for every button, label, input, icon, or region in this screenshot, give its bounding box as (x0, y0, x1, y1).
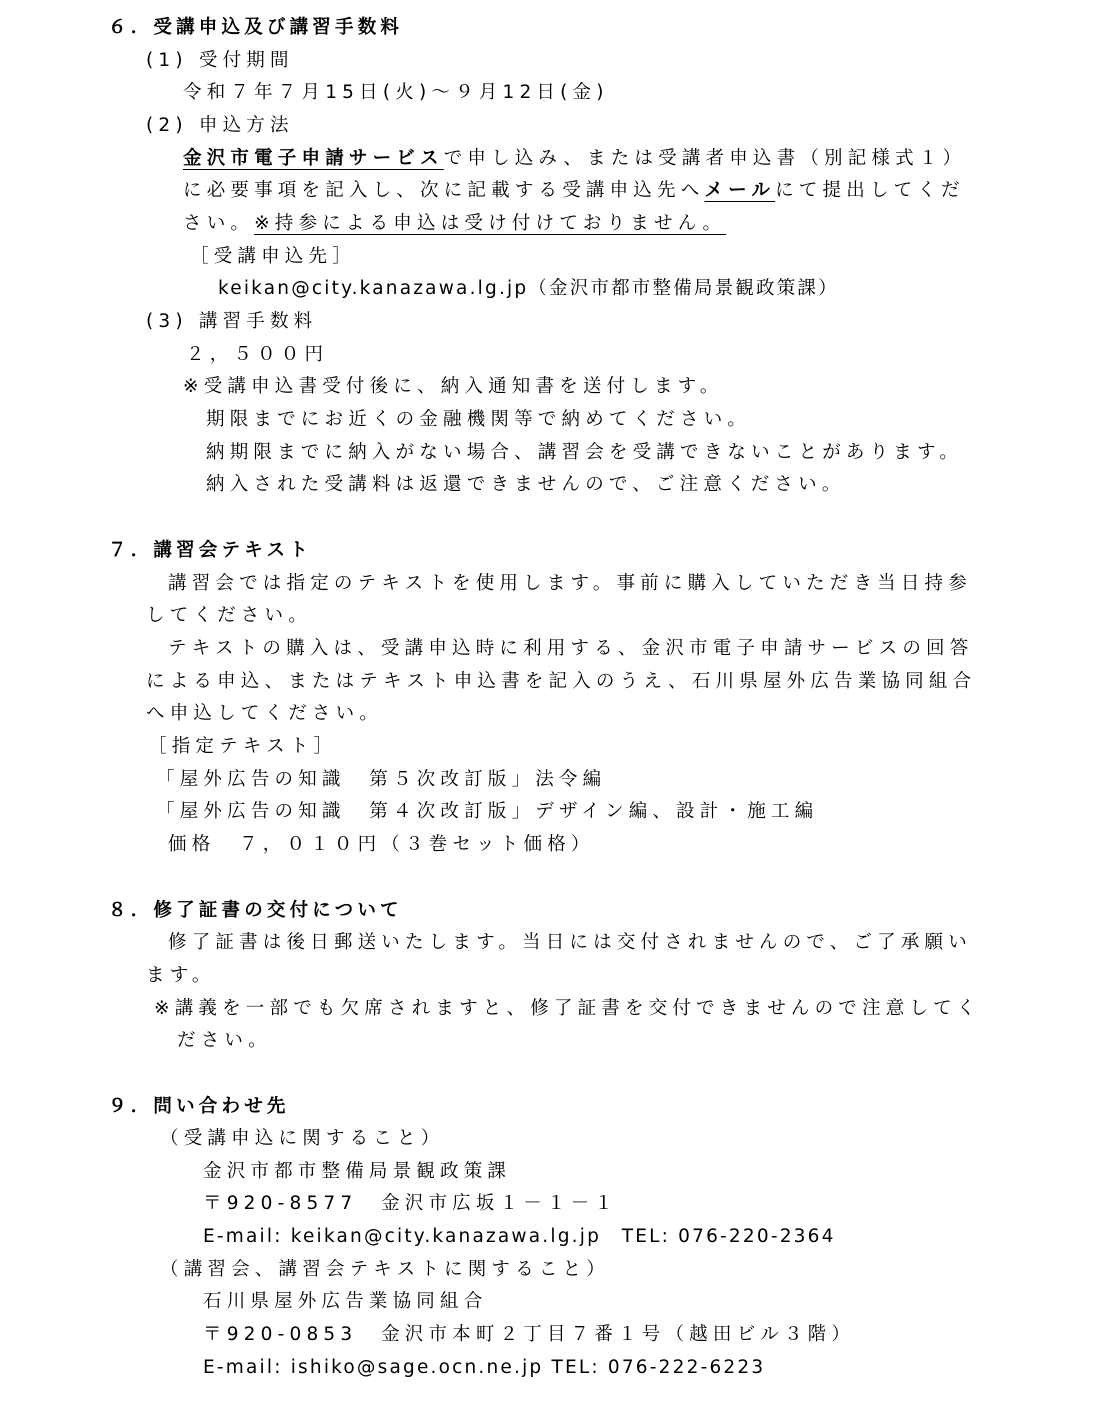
section-7-heading: ７．講習会テキスト (108, 540, 312, 561)
fee-note-1: ※受講申込書受付後に、納入通知書を送付します。 (183, 376, 724, 397)
text-paragraph-1b: してください。 (146, 605, 312, 626)
text-paragraph-1a: 講習会では指定のテキストを使用します。事前に購入していただき当日持参 (168, 573, 972, 594)
subheading-fee: (3) 講習手数料 (146, 311, 318, 332)
certificate-paragraph-b: ます。 (146, 965, 216, 986)
method-line-1-text: で申し込み、または受講者申込書（別記様式１） (443, 148, 967, 169)
fee-note-3: 納期限までに納入がない場合、講習会を受講できないことがあります。 (206, 442, 963, 463)
no-in-person-note: ※持参による申込は受け付けておりません。 (254, 213, 727, 234)
contact-2-name: 石川県屋外広告業協同組合 (203, 1291, 488, 1312)
subheading-application-period: (1) 受付期間 (146, 50, 294, 71)
contact-1-email-tel: E-mail: keikan@city.kanazawa.lg.jp TEL: 076-220-2364 (203, 1226, 836, 1247)
fee-note-2: 期限までにお近くの金融機関等で納めてください。 (206, 409, 752, 430)
textbook-1: 「屋外広告の知識 第５次改訂版」法令編 (156, 769, 607, 790)
destination-label: ［受講申込先］ (190, 246, 356, 267)
textbook-2: 「屋外広告の知識 第４次改訂版」デザイン編、設計・施工編 (156, 801, 819, 822)
contact-2-email-tel: E-mail: ishiko@sage.ocn.ne.jp TEL: 076-222-6223 (203, 1357, 766, 1378)
section-9-heading: ９．問い合わせ先 (108, 1096, 290, 1117)
contact-2-address: 〒920-0853 金沢市本町２丁目７番１号（越田ビル３階） (203, 1324, 856, 1345)
contact-1-label: （受講申込に関すること） (160, 1128, 445, 1149)
text-paragraph-2a: テキストの購入は、受講申込時に利用する、金沢市電子申請サービスの回答 (168, 638, 974, 659)
method-line-1 (183, 146, 966, 172)
method-line-2 (183, 178, 965, 204)
subheading-application-method: (2) 申込方法 (146, 115, 294, 136)
contact-2-label: （講習会、講習会テキストに関すること） (160, 1259, 610, 1280)
absence-note-a: ※講義を一部でも欠席されますと、修了証書を交付できませんので注意してく (154, 998, 981, 1019)
text-paragraph-2c: へ申込してください。 (146, 703, 384, 724)
method-line-3-text: さい。 (183, 213, 255, 234)
section-6-heading: ６．受講申込及び講習手数料 (108, 17, 404, 38)
mail-keyword: メール (704, 180, 776, 201)
fee-amount: ２，５００円 (186, 344, 329, 365)
fee-note-4: 納入された受講料は返還できませんので、ご注意ください。 (206, 474, 846, 495)
method-line-3 (183, 211, 726, 237)
contact-1-address: 〒920-8577 金沢市広坂１－１－１ (203, 1193, 619, 1214)
section-8-heading: ８．修了証書の交付について (108, 900, 403, 921)
destination-email: keikan@city.kanazawa.lg.jp（金沢市都市整備局景観政策課） (218, 278, 839, 299)
absence-note-b: ださい。 (177, 1030, 272, 1051)
text-paragraph-2b: による申込、またはテキスト申込書を記入のうえ、石川県屋外広告業協同組合 (146, 671, 977, 692)
contact-1-name: 金沢市都市整備局景観政策課 (203, 1161, 512, 1182)
application-period: 令和７年７月15日(火)～９月12日(金) (183, 82, 609, 103)
method-line-2-text-b: にて提出してくだ (775, 180, 965, 201)
textbook-price: 価格 ７，０１０円（３巻セット価格） (168, 834, 595, 855)
designated-text-label: ［指定テキスト］ (148, 736, 338, 757)
e-application-service-link[interactable]: 金沢市電子申請サービス (183, 148, 444, 169)
method-line-2-text-a: に必要事項を記入し、次に記載する受講申込先へ (183, 180, 705, 201)
certificate-paragraph-a: 修了証書は後日郵送いたします。当日には交付されませんので、ご了承願い (168, 932, 972, 953)
